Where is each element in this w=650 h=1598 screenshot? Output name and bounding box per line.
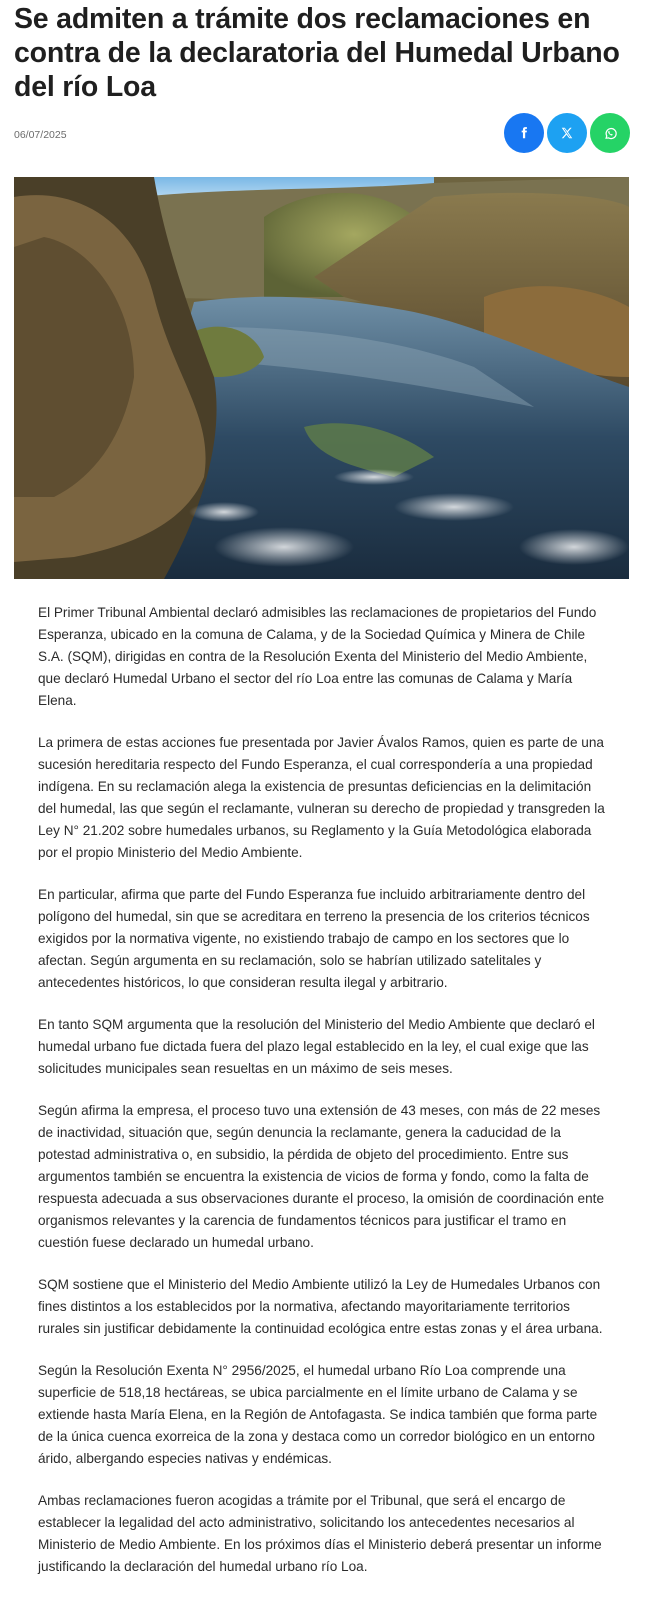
paragraph: Ambas reclamaciones fueron acogidas a trámite por el Tribunal, que será el encargo de establecer la legalidad del acto administrativo, solicitando los antecedentes necesarios al Ministerio de Medio Ambiente. En los próximos días el Ministerio deberá presentar un informe justificando la declaración del humedal urbano río Loa.	[38, 1493, 602, 1574]
hero-image	[14, 177, 629, 579]
whatsapp-icon	[603, 126, 618, 141]
x-icon	[560, 126, 574, 140]
paragraph: En particular, afirma que parte del Fundo Esperanza fue incluido arbitrariamente dentro del polígono del humedal, sin que se acreditara en terreno la presencia de los criterios técnicos exigidos por la normativa vigente, no existiendo trabajo de campo en los sectores que lo afectan. Según argumenta en su reclamación, solo se habrían utilizado satelitales y antecedentes históricos, lo que consideran resulta ilegal y arbitrario.	[38, 887, 590, 990]
paragraph: La primera de estas acciones fue presentada por Javier Ávalos Ramos, quien es parte de una sucesión hereditaria respecto del Fundo Esperanza, el cual correspondería a una propiedad indígena. En su reclamación alega la existencia de presuntas deficiencias en la delimitación del humedal, las que según el reclamante, vulneran su derecho de propiedad y transgreden la Ley N° 21.202 sobre humedales urbanos, su Reglamento y la Guía Metodológica elaborada por el propio Ministerio del Medio Ambiente.	[38, 735, 605, 860]
share-facebook-button[interactable]	[504, 113, 544, 153]
publish-date: 06/07/2025	[14, 129, 67, 141]
share-x-button[interactable]	[547, 113, 587, 153]
paragraph: Según afirma la empresa, el proceso tuvo una extensión de 43 meses, con más de 22 meses de inactividad, situación que, según denuncia la reclamante, genera la caducidad de la potestad administrativa o, en subsidio, la pérdida de objeto del procedimiento. Entre sus argumentos también se encuentra la existencia de vicios de forma y fondo, como la falta de respuesta adecuada a sus observaciones durante el proceso, la omisión de coordinación ente organismos relevantes y la carencia de fundamentos técnicos para justificar el tramo en cuestión fuese declarado un humedal urbano.	[38, 1103, 605, 1250]
paragraph: Según la Resolución Exenta N° 2956/2025, el humedal urbano Río Loa comprende una superficie de 518,18 hectáreas, se ubica parcialmente en el límite urbano de Calama y se extiende hasta María Elena, en la Región de Antofagasta. Se indica también que forma parte de la única cuenca exorreica de la zona y destaca como un corredor biológico en un entorno árido, albergando especies nativas y endémicas.	[38, 1363, 598, 1466]
article-body	[38, 602, 613, 1598]
article-title: Se admiten a trámite dos reclamaciones en contra de la declaratoria del Humedal Urbano del río Loa	[14, 3, 620, 103]
paragraph: El Primer Tribunal Ambiental declaró admisibles las reclamaciones de propietarios del Fundo Esperanza, ubicado en la comuna de Calama, y de la Sociedad Química y Minera de Chile S.A. (SQM), dirigidas en contra de la Resolución Exenta del Ministerio del Medio Ambiente, que declaró Humedal Urbano el sector del río Loa entre las comunas de Calama y María Elena.	[38, 605, 597, 708]
paragraph: En tanto SQM argumenta que la resolución del Ministerio del Medio Ambiente que declaró el humedal urbano fue dictada fuera del plazo legal establecido en la ley, el cual exige que las solicitudes municipales sean resueltas en un máximo de seis meses.	[38, 1017, 595, 1076]
share-whatsapp-button[interactable]	[590, 113, 630, 153]
paragraph: SQM sostiene que el Ministerio del Medio Ambiente utilizó la Ley de Humedales Urbanos con fines distintos a los establecidos por la normativa, afectando mayoritariamente territorios rurales sin justificar debidamente la continuidad ecológica entre estas zonas y el área urbana.	[38, 1277, 603, 1336]
facebook-icon	[517, 126, 531, 140]
